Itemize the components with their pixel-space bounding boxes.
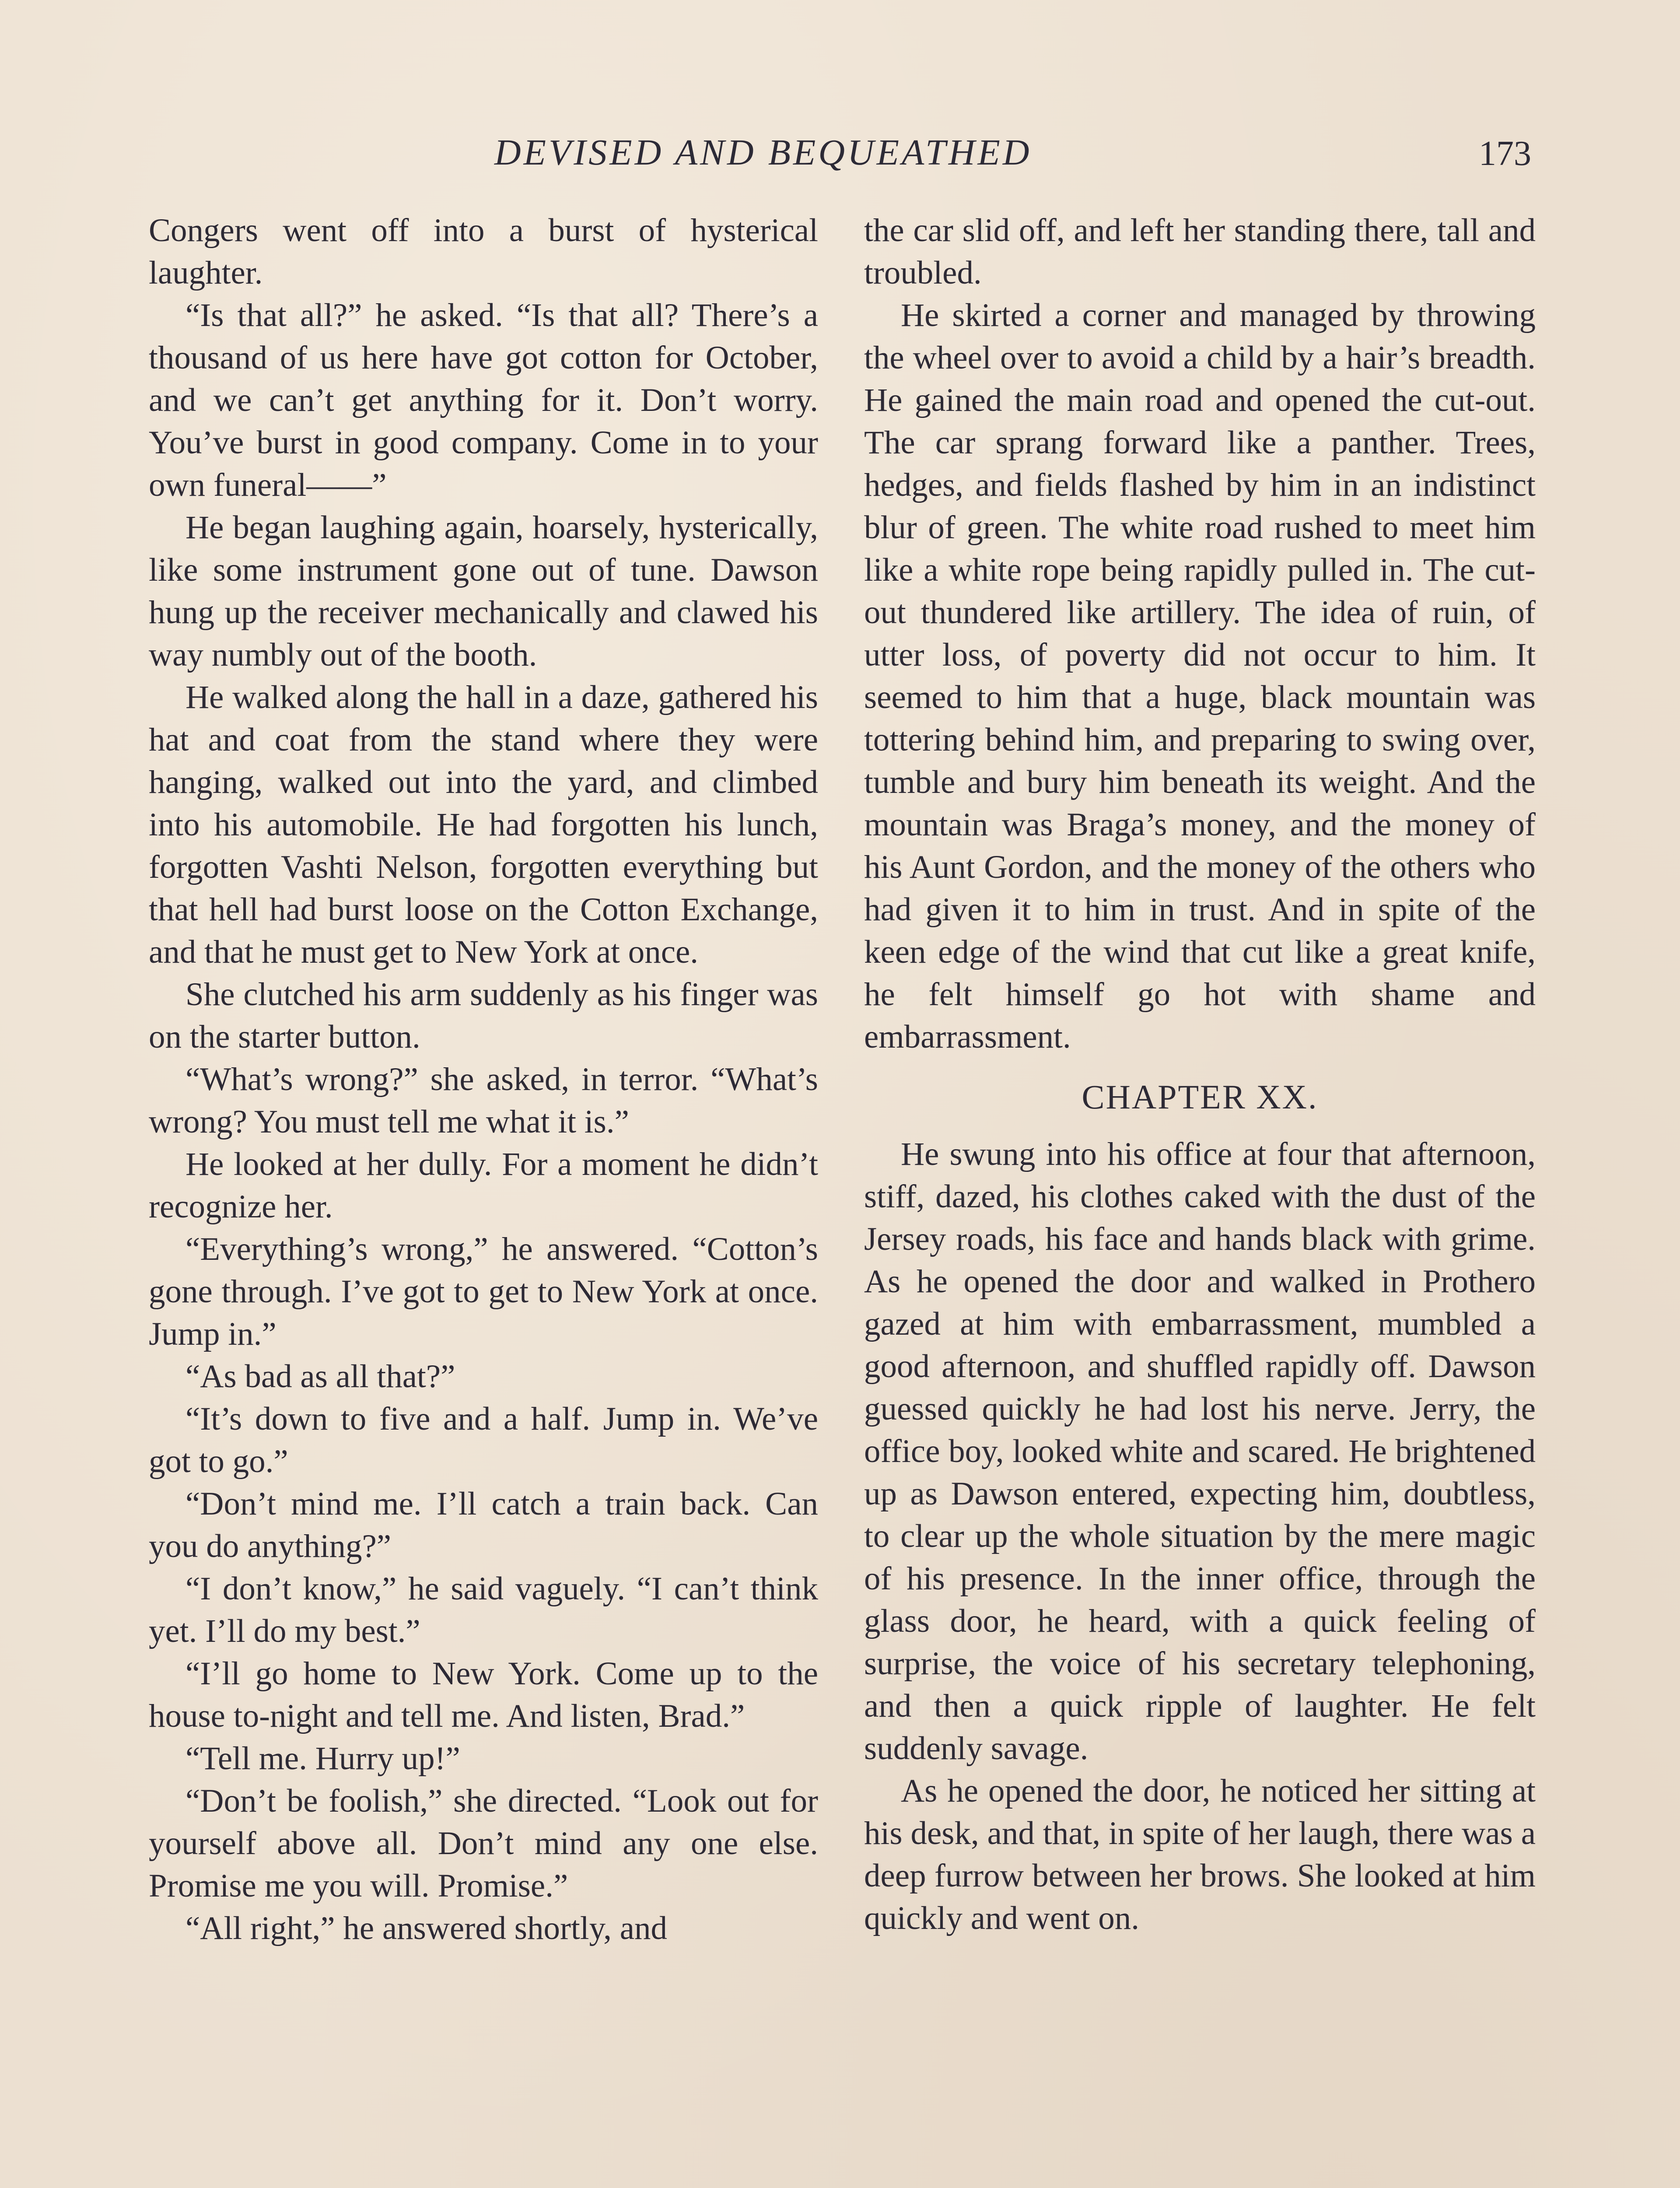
paragraph: “Everything’s wrong,” he answered. “Cotton’s gone through. I’ve got to get to New York at once. Jump in.” xyxy=(149,1231,818,1352)
paragraph: the car slid off, and left her standing there, tall and troubled. xyxy=(864,212,1536,291)
paragraph: As he opened the door, he noticed her sitting at his desk, and that, in spite of her laugh, there was a deep furrow between her brows. She looked at him quickly and went on. xyxy=(864,1773,1536,1936)
chapter-heading: CHAPTER XX. xyxy=(1082,1078,1318,1116)
left-column xyxy=(149,209,818,1950)
page-number: 173 xyxy=(1479,134,1531,173)
paragraph: “As bad as all that?” xyxy=(186,1358,455,1395)
paragraph: He walked along the hall in a daze, gathered his hat and coat from the stand where they were hanging, walked out into the yard, and climbed into his automobile. He had forgotten his lunch, forgotten Vashti Nelson, forgotten everything but that hell had burst loose on the Cotton Exchange, and that he must get to New York at once. xyxy=(149,679,818,970)
paragraph: He swung into his office at four that afternoon, stiff, dazed, his clothes caked with the dust of the Jersey roads, his face and hands black with grime. As he opened the door and walked in Prothero gazed at him with embarrassment, mumbled a good afternoon, and shuffled rapidly off. Dawson guessed quickly he had lost his nerve. Jerry, the office boy, looked white and scared. He brightened up as Dawson entered, expecting him, doubtless, to clear up the whole situation by the mere magic of his presence. In the inner office, through the glass door, he heard, with a quick feeling of surprise, the voice of his secretary telephoning, and then a quick ripple of laughter. He felt suddenly savage. xyxy=(864,1136,1536,1767)
paragraph: She clutched his arm suddenly as his finger was on the starter button. xyxy=(149,976,818,1055)
paragraph: “Is that all?” he asked. “Is that all? There’s a thousand of us here have got cotton for October, and we can’t get anything for it. Don’t worry. You’ve burst in good company. Come in to your own funeral——” xyxy=(149,297,818,503)
paragraph: “All right,” he answered shortly, and xyxy=(186,1910,668,1946)
paragraph: Congers went off into a burst of hysterical laughter. xyxy=(149,212,818,291)
paragraph: He began laughing again, hoarsely, hysterically, like some instrument gone out of tune. Dawson hung up the receiver mechanically and clawed his way numbly out of the booth. xyxy=(149,509,818,673)
paragraph: “Tell me. Hurry up!” xyxy=(186,1740,460,1777)
paragraph: “Don’t be foolish,” she directed. “Look out for yourself above all. Don’t mind any one else. Promise me you will. Promise.” xyxy=(149,1783,818,1904)
paragraph: “It’s down to five and a half. Jump in. We’ve got to go.” xyxy=(149,1401,818,1480)
paragraph: “What’s wrong?” she asked, in terror. “What’s wrong? You must tell me what it is.” xyxy=(149,1061,818,1140)
paragraph: He looked at her dully. For a moment he didn’t recognize her. xyxy=(149,1146,818,1225)
paragraph: “I don’t know,” he said vaguely. “I can’t think yet. I’ll do my best.” xyxy=(149,1571,818,1649)
right-column xyxy=(864,209,1536,1939)
paragraph: He skirted a corner and managed by throwing the wheel over to avoid a child by a hair’s breadth. He gained the main road and opened the cut-out. The car sprang forward like a panther. Trees, hedges, and fields flashed by him in an indistinct blur of green. The white road rushed to meet him like a white rope being rapidly pulled in. The cut-out thundered like artillery. The idea of ruin, of utter loss, of poverty did not occur to him. It seemed to him that a huge, black mountain was tottering behind him, and preparing to swing over, tumble and bury him beneath its weight. And the mountain was Braga’s money, and the money of his Aunt Gordon, and the money of the others who had given it to him in trust. And in spite of the keen edge of the wind that cut like a great knife, he felt himself go hot with shame and embarrassment. xyxy=(864,297,1536,1055)
paragraph: “Don’t mind me. I’ll catch a train back. Can you do anything?” xyxy=(149,1486,818,1564)
paragraph: “I’ll go home to New York. Come up to the house to-night and tell me. And listen, Brad.” xyxy=(149,1655,818,1734)
running-title: DEVISED AND BEQUEATHED xyxy=(494,132,1032,173)
